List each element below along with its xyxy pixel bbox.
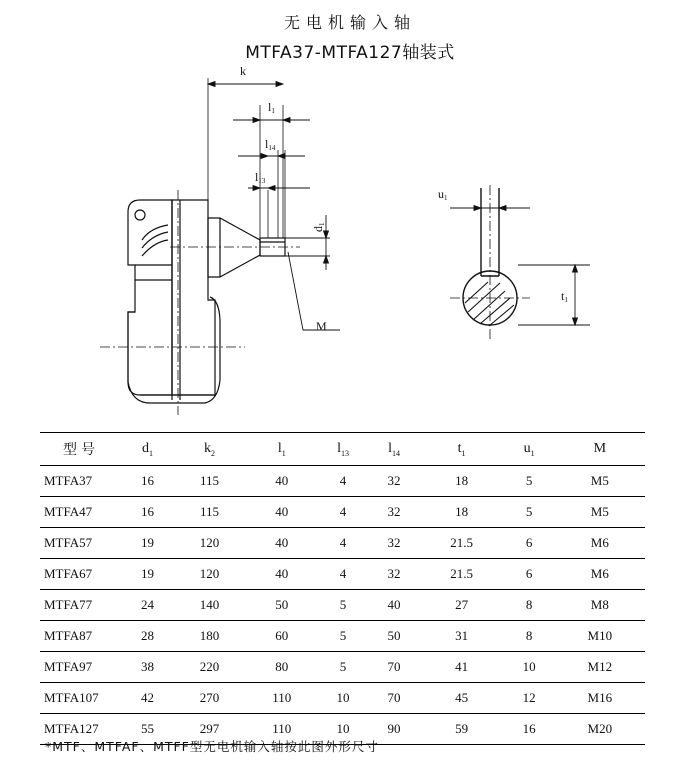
table-cell: 32 <box>369 559 420 590</box>
table-cell: M6 <box>555 559 645 590</box>
table-cell: 6 <box>504 528 555 559</box>
table-cell: 90 <box>369 714 420 745</box>
title-line-1: 无电机输入轴 <box>283 13 416 32</box>
table-row <box>40 559 645 590</box>
table-cell: 19 <box>122 528 173 559</box>
table-row <box>40 590 645 621</box>
table-cell: 270 <box>173 683 246 714</box>
header-l14: $l_{14}$ <box>369 433 420 466</box>
table-cell: M5 <box>555 497 645 528</box>
header-M: M <box>555 433 645 466</box>
table-cell: 5 <box>318 590 369 621</box>
header-l13: $l_{13}$ <box>318 433 369 466</box>
gearbox-housing <box>128 200 172 395</box>
table-cell: 70 <box>369 683 420 714</box>
table-cell: 297 <box>173 714 246 745</box>
label-t1: t1 <box>561 289 568 304</box>
input-adapter <box>208 218 260 277</box>
table-cell: 18 <box>420 466 504 497</box>
table-cell: 115 <box>173 497 246 528</box>
table-cell-model: MTFA77 <box>40 590 122 621</box>
table-cell: 5 <box>318 652 369 683</box>
table-cell: 10 <box>318 683 369 714</box>
table-cell: 5 <box>504 497 555 528</box>
label-l1: l1 <box>268 100 275 115</box>
table-cell: M8 <box>555 590 645 621</box>
table-cell-model: MTFA107 <box>40 683 122 714</box>
table-cell: 32 <box>369 466 420 497</box>
table-cell: 6 <box>504 559 555 590</box>
table-cell: M20 <box>555 714 645 745</box>
table-cell: 10 <box>318 714 369 745</box>
table-cell: 5 <box>504 466 555 497</box>
bolt-icon <box>135 210 145 220</box>
table-cell: 32 <box>369 528 420 559</box>
table-row <box>40 497 645 528</box>
table-cell: M12 <box>555 652 645 683</box>
table-cell: 4 <box>318 559 369 590</box>
table-cell: 19 <box>122 559 173 590</box>
table-cell: M10 <box>555 621 645 652</box>
footnote: *MTF、MTFAF、MTFF型无电机输入轴按此图外形尺寸 <box>45 739 379 754</box>
table-cell: 4 <box>318 528 369 559</box>
table-cell: 40 <box>246 497 317 528</box>
dimension-table <box>40 432 645 745</box>
header-u1: $u_1$ <box>504 433 555 466</box>
table-cell-model: MTFA127 <box>40 714 122 745</box>
table-cell: 40 <box>369 590 420 621</box>
table-row <box>40 683 645 714</box>
table-cell: 42 <box>122 683 173 714</box>
table-header-row <box>40 433 645 466</box>
table-cell: 18 <box>420 497 504 528</box>
table-cell: M16 <box>555 683 645 714</box>
table-cell: 115 <box>173 466 246 497</box>
table-cell: 50 <box>369 621 420 652</box>
header-k2: $k_2$ <box>173 433 246 466</box>
table-row <box>40 621 645 652</box>
table-cell: 40 <box>246 528 317 559</box>
table-cell: 16 <box>122 497 173 528</box>
table-cell: 4 <box>318 466 369 497</box>
table-cell: 59 <box>420 714 504 745</box>
table-cell-model: MTFA37 <box>40 466 122 497</box>
table-cell: 5 <box>318 621 369 652</box>
table-cell-model: MTFA97 <box>40 652 122 683</box>
table-cell: 110 <box>246 683 317 714</box>
table-cell: 24 <box>122 590 173 621</box>
table-cell: 32 <box>369 497 420 528</box>
table-cell: 27 <box>420 590 504 621</box>
header-l1: $l_1$ <box>246 433 317 466</box>
table-cell: 28 <box>122 621 173 652</box>
table-cell: 80 <box>246 652 317 683</box>
table-cell: 70 <box>369 652 420 683</box>
label-l13: l13 <box>255 170 266 185</box>
table-cell: M5 <box>555 466 645 497</box>
table-cell: 8 <box>504 621 555 652</box>
table-cell: 50 <box>246 590 317 621</box>
label-u1: u1 <box>438 187 448 202</box>
table-cell-model: MTFA47 <box>40 497 122 528</box>
table-cell: 21.5 <box>420 559 504 590</box>
table-cell: M6 <box>555 528 645 559</box>
table-cell: 8 <box>504 590 555 621</box>
table-cell: 120 <box>173 559 246 590</box>
table-cell: 12 <box>504 683 555 714</box>
table-cell: 16 <box>504 714 555 745</box>
table-cell: 45 <box>420 683 504 714</box>
table-cell: 55 <box>122 714 173 745</box>
table-cell: 120 <box>173 528 246 559</box>
table-row <box>40 652 645 683</box>
table-cell: 16 <box>122 466 173 497</box>
table-cell-model: MTFA87 <box>40 621 122 652</box>
table-cell: 140 <box>173 590 246 621</box>
table-cell: 4 <box>318 497 369 528</box>
header-t1: $t_1$ <box>420 433 504 466</box>
table-cell: 110 <box>246 714 317 745</box>
table-cell: 60 <box>246 621 317 652</box>
table-cell: 10 <box>504 652 555 683</box>
title-line-2: MTFA37-MTFA127轴装式 <box>245 43 455 63</box>
table-cell: 40 <box>246 466 317 497</box>
header-model: 型号 <box>40 433 122 466</box>
label-k: k <box>240 64 246 78</box>
label-d1: d1 <box>311 222 326 232</box>
header-d1: $d_1$ <box>122 433 173 466</box>
table-cell: 220 <box>173 652 246 683</box>
label-M: M <box>316 319 327 333</box>
table-row <box>40 466 645 497</box>
table-cell: 40 <box>246 559 317 590</box>
gearbox-lower-body <box>128 297 220 403</box>
label-l14: l14 <box>265 137 276 152</box>
table-cell: 41 <box>420 652 504 683</box>
table-cell: 31 <box>420 621 504 652</box>
table-cell-model: MTFA57 <box>40 528 122 559</box>
table-cell-model: MTFA67 <box>40 559 122 590</box>
table-cell: 38 <box>122 652 173 683</box>
table-cell: 21.5 <box>420 528 504 559</box>
table-row <box>40 528 645 559</box>
table-cell: 180 <box>173 621 246 652</box>
